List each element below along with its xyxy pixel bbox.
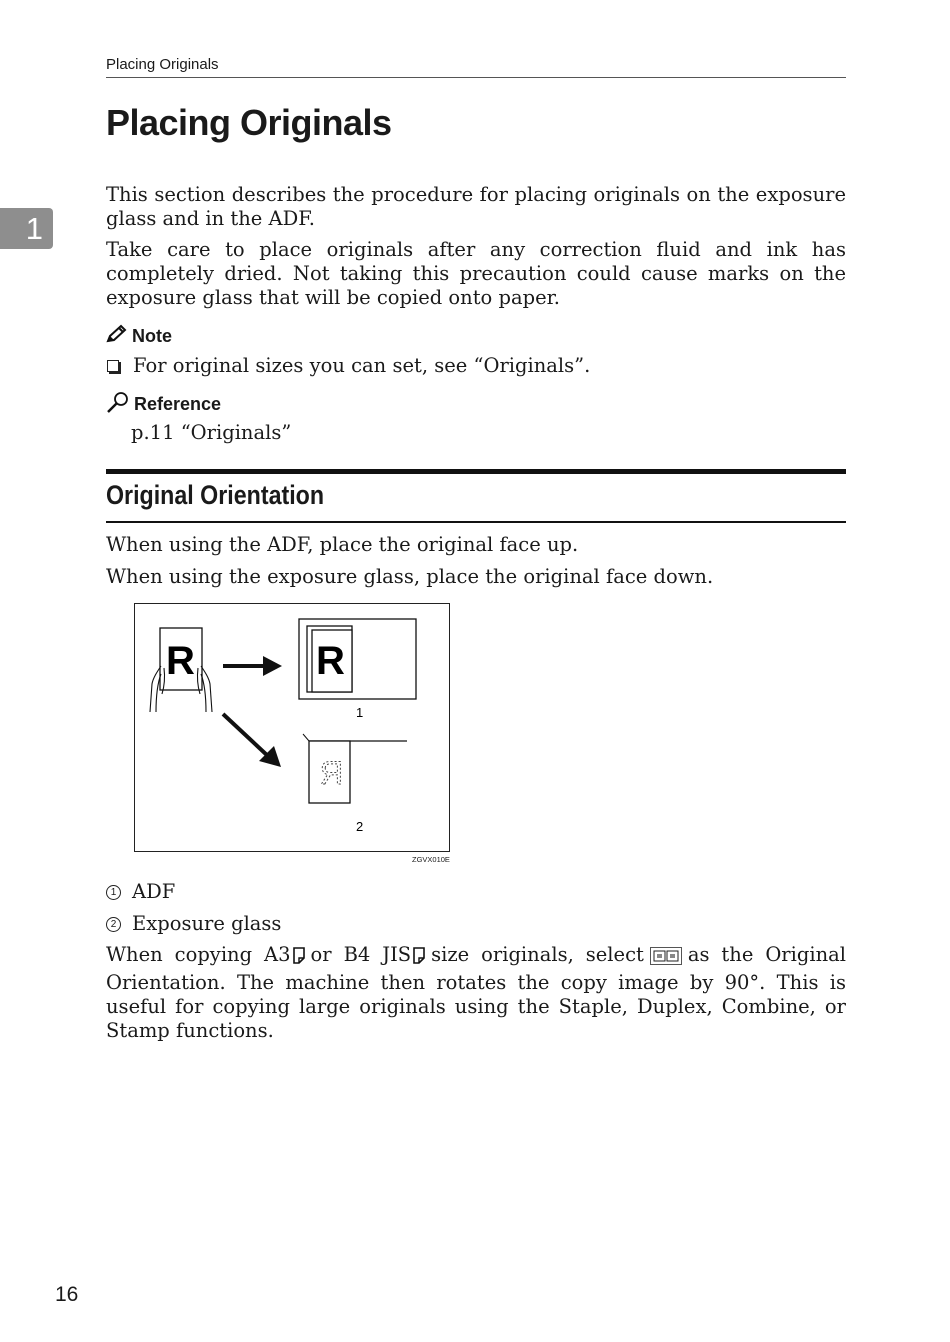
section-title: Original Orientation [106, 480, 325, 510]
magnifier-icon [106, 391, 130, 418]
closing-paragraph [106, 943, 846, 1043]
callout-circle-1: 1 [106, 885, 121, 900]
pencil-icon [106, 324, 128, 349]
header-rule [106, 77, 846, 78]
arrow-to-adf [223, 656, 282, 676]
section-thin-rule [106, 521, 846, 523]
original-letter-held: R [166, 639, 195, 683]
note-heading [106, 324, 172, 349]
closing-text-2: or B4 JIS [310, 943, 412, 966]
section-thick-rule [106, 469, 846, 474]
page-number: 16 [55, 1283, 79, 1306]
section-paragraph-1: When using the ADF, place the original face up. [106, 533, 579, 556]
closing-text-4: as the Original Orientation. The machine then rotates the copy image by 90°. This is useful for copying large originals using the Staple, Duplex, Combine, or Stamp functions. [106, 943, 847, 1042]
figure-code: ZGVX010E [412, 855, 450, 864]
legend-item-exposure-glass [106, 912, 281, 935]
section-paragraph-2: When using the exposure glass, place the original face down. [106, 565, 714, 588]
intro-paragraph-2: Take care to place originals after any correction fluid and ink has completely dried. Not taking this precaution could cause marks on the exposure glass that will be copied onto paper. [106, 238, 846, 309]
legend-label-exposure-glass: Exposure glass [132, 912, 282, 935]
checkbox-icon [107, 360, 119, 372]
reference-heading [106, 391, 221, 418]
paper-orientation-icon [293, 946, 305, 970]
closing-text-1: When copying A3 [106, 943, 291, 966]
original-letter-face-down: R [319, 755, 343, 791]
original-orientation-icon [650, 947, 682, 971]
callout-1: 1 [356, 705, 364, 720]
legend-label-adf: ADF [132, 880, 176, 903]
original-letter-adf: R [316, 639, 345, 683]
exposure-glass [303, 734, 407, 803]
reference-label: Reference [134, 394, 222, 414]
running-header: Placing Originals [106, 56, 219, 73]
reference-link[interactable]: p.11 “Originals” [131, 421, 292, 444]
note-item-text: For original sizes you can set, see “Originals”. [133, 354, 591, 377]
note-label: Note [132, 326, 172, 346]
intro-paragraph-1: This section describes the procedure for placing originals on the exposure glass and in the ADF. [106, 183, 846, 230]
callout-circle-2: 2 [106, 917, 121, 932]
paper-orientation-icon [413, 946, 425, 970]
note-item [106, 354, 590, 377]
legend-item-adf [106, 880, 175, 903]
closing-text-3: size originals, select [431, 943, 644, 966]
page-title: Placing Originals [106, 102, 392, 143]
arrow-to-glass [223, 714, 281, 767]
callout-2: 2 [356, 819, 364, 834]
chapter-tab: 1 [0, 208, 53, 249]
orientation-figure [134, 603, 450, 852]
